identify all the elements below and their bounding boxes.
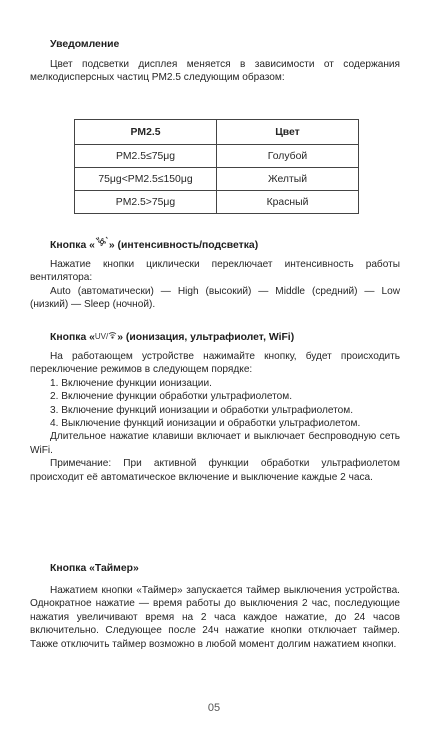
table-cell-pm: PM2.5>75μg [75,191,217,214]
list-item: 2. Включение функции обработки ультрафиолетом. [50,391,292,403]
ionization-title [30,330,400,345]
fan-light-icon [95,236,109,252]
ionization-title-prefix: Кнопка « [50,332,95,343]
notice-title: Уведомление [50,39,120,50]
wifi-long-press-desc: Длительное нажатие клавиши включает и выключает беспроводную сеть WiFi. [30,431,400,456]
ionization-section [30,330,400,484]
table-header-pm: PM2.5 [75,120,217,145]
table-row [75,191,359,214]
timer-title: Кнопка «Таймер» [50,563,139,574]
page-number: 05 [207,702,221,714]
intensity-title-prefix: Кнопка « [50,240,95,251]
intensity-title [30,236,400,253]
uv-note: Примечание: При активной функции обработки ультрафиолетом происходит её автоматическое включение и выключение каждые 2 часа. [30,458,400,483]
ionization-desc: На работающем устройстве нажимайте кнопку, будет происходить переключение режимов в следующем порядке: [30,351,400,376]
ion-uv-wifi-icon [95,330,117,344]
table-header-color: Цвет [217,120,359,145]
notice-section [30,38,400,85]
table-row [75,145,359,168]
timer-section [30,562,400,651]
intensity-desc: Нажатие кнопки циклически переключает интенсивность работы вентилятора: [30,259,400,284]
table-cell-color: Красный [217,191,359,214]
intensity-section [30,236,400,312]
table-cell-color: Голубой [217,145,359,168]
intensity-modes: Auto (автоматически) — High (высокий) — Middle (средний) — Low (низкий) — Sleep (ночной). [30,285,400,311]
notice-body: Цвет подсветки дисплея меняется в зависимости от содержания мелкодисперсных частиц PM2.5 следующим образом: [30,59,400,84]
table-header-row [75,120,359,145]
list-item: 4. Выключение функций ионизации и обработки ультрафиолетом. [50,418,361,430]
table-cell-color: Желтый [217,168,359,191]
list-item: 1. Включение функции ионизации. [50,377,212,389]
table-row [75,168,359,191]
intensity-title-suffix: » (интенсивность/подсветка) [108,240,259,251]
ion-uv-icon-text: UV/ [94,332,109,341]
list-item: 3. Включение функций ионизации и обработки ультрафиолетом. [50,404,354,416]
table-cell-pm: PM2.5≤75μg [75,145,217,168]
ionization-title-suffix: » (ионизация, ультрафиолет, WiFi) [117,332,295,343]
timer-desc: Нажатием кнопки «Таймер» запускается таймер выключения устройства. Однократное нажатие — время работы до выключения 2 час, последующие нажатия увеличивают время на 2 часа каждое нажатие, до 24 часов включительно. Следующее после 24ч нажатие кнопки отключает таймер. Также отключить таймер возможно в любой момент долгим нажатием кнопки. [30,585,400,650]
table-cell-pm: 75μg<PM2.5≤150μg [75,168,217,191]
pm-color-table [74,119,359,214]
